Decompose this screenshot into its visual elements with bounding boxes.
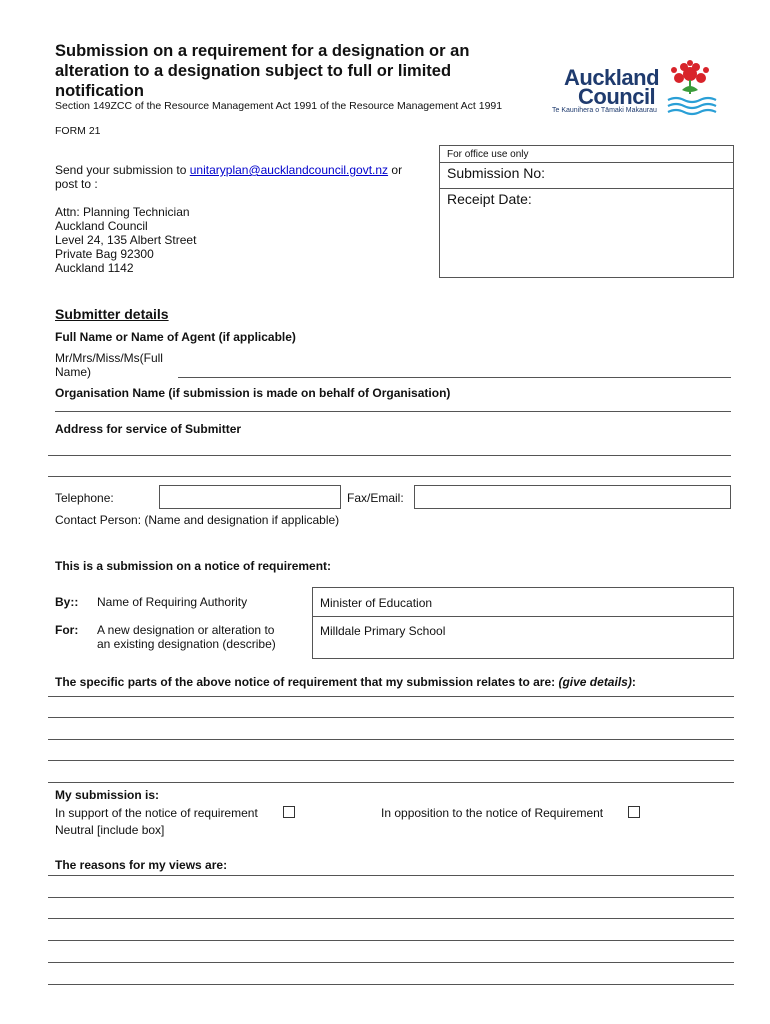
reasons-input-line[interactable] (48, 984, 734, 985)
form-title: Submission on a requirement for a designation or an alteration to a designation subject to full or limited notification (55, 42, 470, 100)
pohutukawa-flower-icon (662, 60, 718, 118)
neutral-label: Neutral [include box] (55, 823, 165, 837)
telephone-label: Telephone: (55, 491, 114, 505)
auckland-council-logo (552, 60, 722, 120)
organisation-label: Organisation Name (if submission is made on behalf of Organisation) (55, 386, 451, 400)
address-line: Level 24, 135 Albert Street (55, 233, 197, 247)
office-use-box (439, 145, 734, 278)
contact-person-label: Contact Person: (Name and designation if applicable) (55, 513, 340, 527)
for-description: A new designation or alteration to an existing designation (describe) (97, 623, 276, 651)
opposition-checkbox[interactable] (628, 806, 640, 818)
full-name-label: Full Name or Name of Agent (if applicable) (55, 330, 296, 344)
post-to-label: post to : (55, 177, 98, 191)
support-checkbox[interactable] (283, 806, 295, 818)
reasons-input-line[interactable] (48, 962, 734, 963)
by-label: By:: (55, 595, 79, 609)
organisation-input[interactable] (55, 411, 731, 412)
specific-parts-input-line[interactable] (48, 739, 734, 740)
support-label: In support of the notice of requirement (55, 806, 258, 820)
submission-email-link[interactable]: unitaryplan@aucklandcouncil.govt.nz (189, 163, 389, 177)
address-line: Auckland 1142 (55, 261, 134, 275)
send-instructions (55, 163, 402, 177)
reasons-input-line[interactable] (48, 897, 734, 898)
postal-address (55, 205, 196, 275)
address-line: Attn: Planning Technician (55, 205, 190, 219)
title-prefix-label: Mr/Mrs/Miss/Ms(Full Name) (55, 351, 163, 379)
by-description: Name of Requiring Authority (97, 595, 248, 609)
specific-parts-input-line[interactable] (48, 717, 734, 718)
office-use-label: For office use only (447, 149, 529, 160)
fax-email-input[interactable] (414, 485, 731, 509)
send-suffix: or (391, 163, 403, 177)
logo-line1: Auckland (564, 65, 660, 90)
notice-value-box (312, 587, 734, 659)
requiring-authority-value[interactable]: Minister of Education (320, 596, 433, 610)
logo-line2: Council (578, 84, 656, 109)
specific-parts-input-line[interactable] (48, 782, 734, 783)
reasons-input-line[interactable] (48, 918, 734, 919)
opposition-label: In opposition to the notice of Requirement (381, 806, 604, 820)
address-line: Private Bag 92300 (55, 247, 154, 261)
designation-value[interactable]: Milldale Primary School (320, 624, 446, 638)
specific-parts-label: The specific parts of the above notice of requirement that my submission relates to are: (give details): (55, 675, 636, 689)
address-line: Auckland Council (55, 219, 148, 233)
fax-email-label: Fax/Email: (347, 491, 404, 505)
submission-no-label: Submission No: (447, 165, 546, 181)
telephone-input[interactable] (159, 485, 341, 509)
submitter-details-heading: Submitter details (55, 306, 169, 322)
submission-position-heading: My submission is: (55, 788, 160, 802)
reasons-input-line[interactable] (48, 875, 734, 876)
send-prefix: Send your submission to (55, 163, 187, 177)
receipt-date-label: Receipt Date: (447, 191, 532, 207)
address-input-line-1[interactable] (48, 455, 731, 456)
form-subtitle: Section 149ZCC of the Resource Management Act 1991 of the Resource Management Act 1991 (55, 100, 503, 112)
address-input-line-2[interactable] (48, 476, 731, 477)
notice-heading: This is a submission on a notice of requirement: (55, 559, 332, 573)
reasons-heading: The reasons for my views are: (55, 858, 228, 872)
logo-tagline: Te Kaunihera o Tāmaki Makaurau (552, 107, 657, 114)
for-label: For: (55, 623, 79, 637)
specific-parts-input-line[interactable] (48, 760, 734, 761)
full-name-input[interactable] (178, 377, 731, 378)
specific-parts-input-line[interactable] (48, 696, 734, 697)
reasons-input-line[interactable] (48, 940, 734, 941)
form-number: FORM 21 (55, 125, 101, 137)
address-label: Address for service of Submitter (55, 422, 242, 436)
